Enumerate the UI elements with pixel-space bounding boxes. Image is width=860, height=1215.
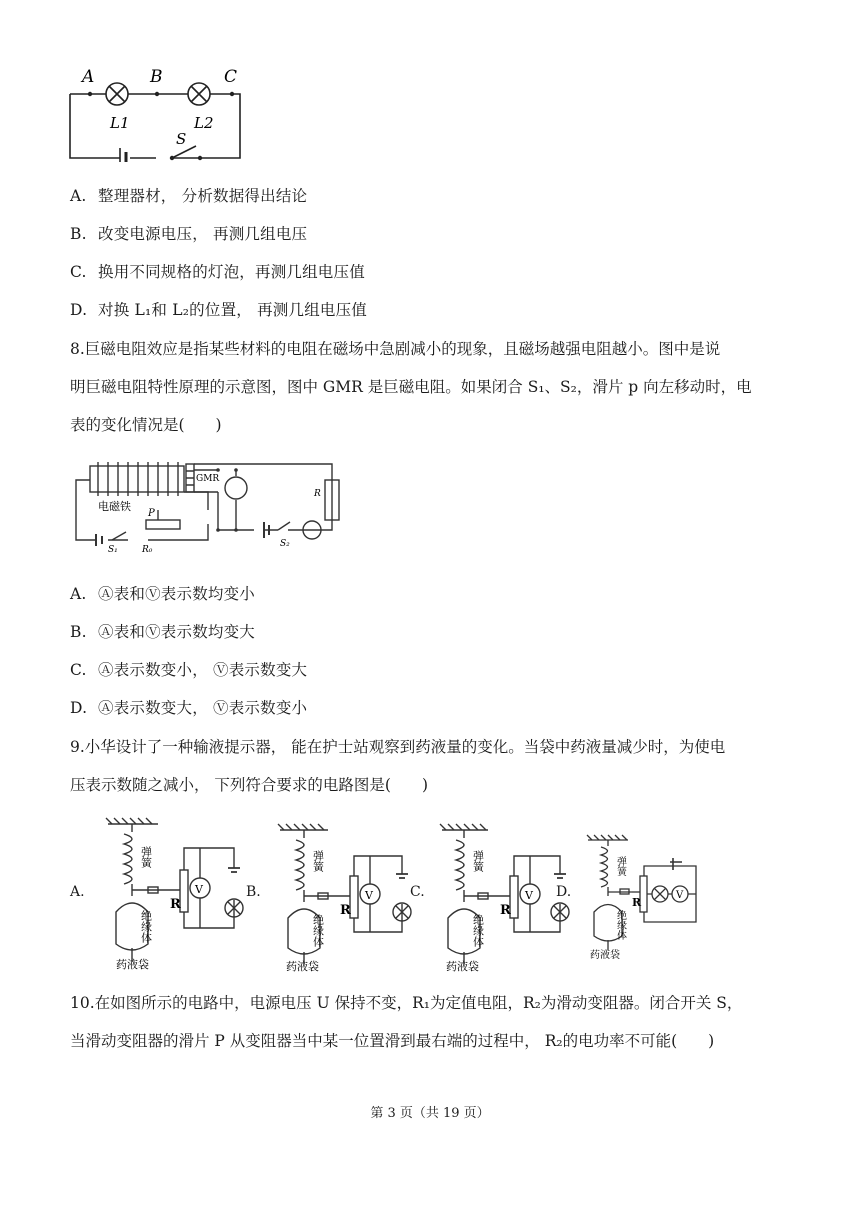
q9-question: 9.小华设计了一种输液提示器， 能在护士站观察到药液量的变化。当袋中药液量减少时，为使电 压表示数随之减小， 下列符合要求的电路图是( ) — [70, 738, 726, 794]
q7-option-b: B. 改变电源电压， 再测几组电压 — [70, 225, 308, 243]
q10-question: 10.在如图所示的电路中，电源电压 U 保持不变，R₁为定值电阻，R₂为滑动变阻器。闭合开关 S， 当滑动变阻器的滑片 P 从变阻器当中某一位置滑到最右端的过程中， R₂的电功率不可能( ) — [70, 994, 743, 1050]
q7-label-L1: L1 — [110, 114, 130, 132]
q9-option-c-label: C. — [410, 884, 425, 900]
q9-c-v-label: V — [525, 889, 533, 902]
q9-diagram-a — [96, 816, 246, 974]
q9-b-insulator-label: 绝缘体 — [311, 914, 325, 947]
q7-option-c: C. 换用不同规格的灯泡，再测几组电压值 — [70, 263, 365, 281]
q9-a-spring-label: 弹簧 — [139, 846, 153, 868]
q9-b-r-label: R — [340, 903, 351, 918]
q9-option-d-label: D. — [556, 884, 572, 900]
q8-option-a: A. Ⓐ表和Ⓥ表示数均变小 — [70, 585, 256, 603]
q8-label-s2: S₂ — [280, 539, 290, 549]
q9-a-v-label: V — [195, 883, 203, 896]
q7-circuit-diagram — [60, 62, 260, 162]
q8-label-electromagnet: 电磁铁 — [98, 500, 131, 513]
q8-gmr-circuit-diagram — [68, 450, 358, 560]
q9-diagram-d — [578, 832, 708, 964]
q8-question: 8.巨磁电阻效应是指某些材料的电阻在磁场中急剧减小的现象，且磁场越强电阻越小。图中是说 明巨磁电阻特性原理的示意图，图中 GMR 是巨磁电阻。如果闭合 S₁、S₂，滑片 p 向左移动时，电 表的变化情况是( ) — [70, 340, 752, 434]
q8-label-r0: R₀ — [142, 545, 153, 555]
q9-d-bag-label: 药液袋 — [590, 950, 620, 961]
q7-option-d: D. 对换 L₁和 L₂的位置， 再测几组电压值 — [70, 301, 367, 319]
q7-label-S: S — [176, 130, 187, 148]
q7-label-C: C — [224, 67, 238, 87]
q8-label-s1: S₁ — [108, 545, 118, 555]
q9-c-bag-label: 药液袋 — [446, 960, 479, 973]
q8-option-d: D. Ⓐ表示数变大， Ⓥ表示数变小 — [70, 699, 308, 717]
q9-a-bag-label: 药液袋 — [116, 958, 149, 971]
q9-c-r-label: R — [500, 903, 511, 918]
q7-label-A: A — [82, 67, 95, 87]
q9-b-bag-label: 药液袋 — [286, 960, 319, 973]
q9-b-v-label: V — [365, 889, 373, 902]
page-footer: 第 3 页（共 19 页） — [370, 1106, 490, 1121]
q9-d-spring-label: 弹簧 — [614, 856, 626, 876]
q9-option-b-label: B. — [246, 884, 261, 900]
q7-option-a: A. 整理器材， 分析数据得出结论 — [70, 187, 308, 205]
q8-option-b: B. Ⓐ表和Ⓥ表示数均变大 — [70, 623, 256, 641]
q9-a-insulator-label: 绝缘体 — [139, 910, 153, 943]
q9-c-insulator-label: 绝缘体 — [471, 914, 485, 947]
q9-d-v-label: V — [676, 890, 684, 901]
q8-label-r: R — [314, 489, 321, 499]
q9-option-a-label: A. — [70, 884, 85, 900]
q8-option-c: C. Ⓐ表示数变小， Ⓥ表示数变大 — [70, 661, 308, 679]
q9-diagram-b — [270, 822, 414, 974]
q9-d-insulator-label: 绝缘体 — [614, 910, 626, 940]
q8-label-gmr: GMR — [196, 474, 220, 484]
q9-diagram-c — [432, 822, 572, 974]
q9-d-r-label: R — [632, 896, 642, 909]
q7-label-L2: L2 — [194, 114, 214, 132]
q7-label-B: B — [150, 67, 163, 87]
q8-label-p: P — [148, 508, 155, 519]
q9-c-spring-label: 弹簧 — [471, 850, 485, 872]
q9-a-r-label: R — [170, 897, 181, 912]
q9-b-spring-label: 弹簧 — [311, 850, 325, 872]
